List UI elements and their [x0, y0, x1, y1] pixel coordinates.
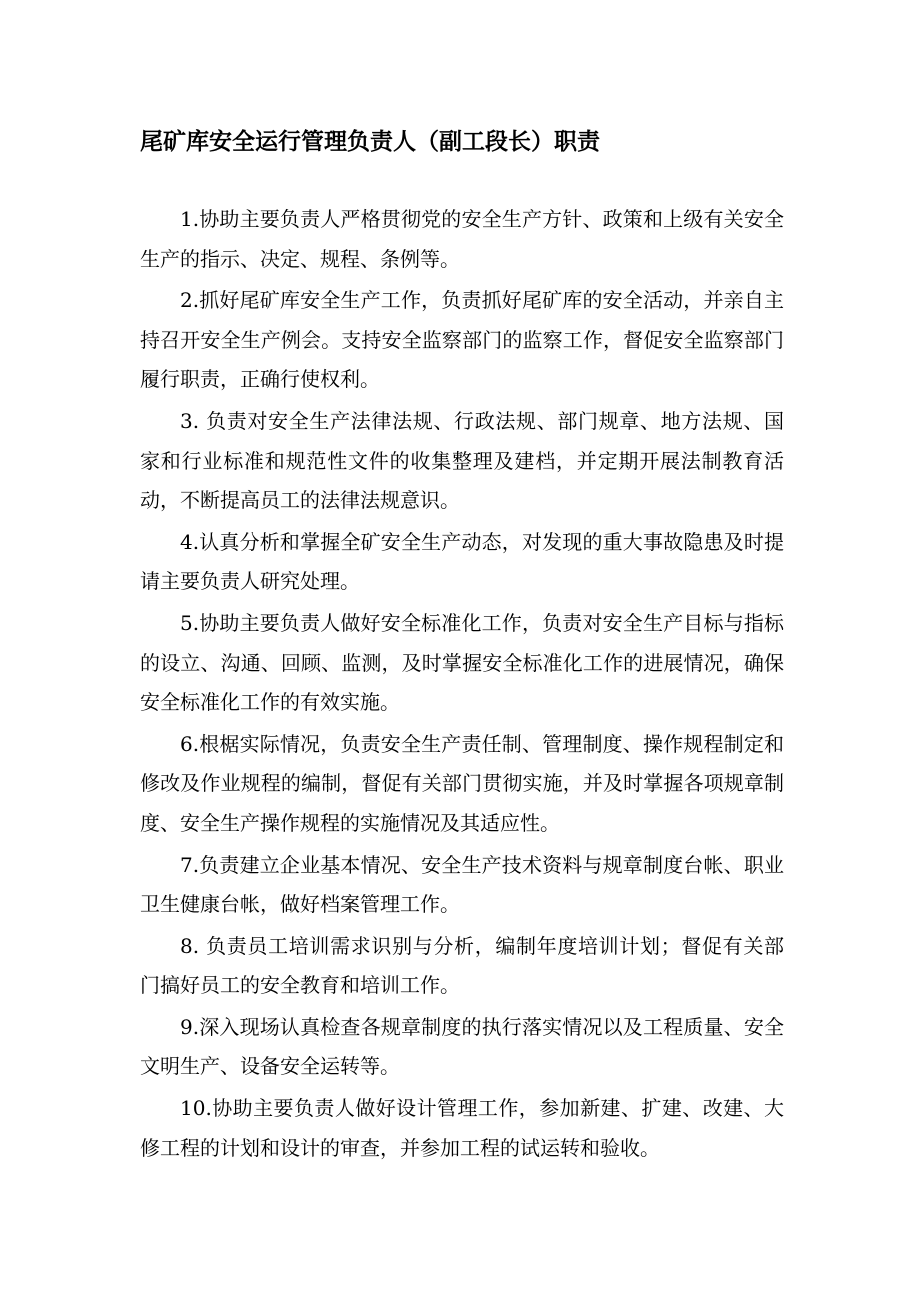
clause-3: 3. 负责对安全生产法律法规、行政法规、部门规章、地方法规、国家和行业标准和规范性文件的收集整理及建档，并定期开展法制教育活动，不断提高员工的法律法规意识。 — [140, 408, 784, 513]
clause-2: 2.抓好尾矿库安全生产工作，负责抓好尾矿库的安全活动，并亲自主持召开安全生产例会。支持安全监察部门的监察工作，督促安全监察部门履行职责，正确行使权利。 — [140, 288, 784, 392]
clause-9: 9.深入现场认真检查各规章制度的执行落实情况以及工程质量、安全文明生产、设备安全运转等。 — [140, 1014, 784, 1079]
clause-list — [140, 200, 784, 1168]
clause-10: 10.协助主要负责人做好设计管理工作，参加新建、扩建、改建、大修工程的计划和设计的审查，并参加工程的试运转和验收。 — [140, 1096, 784, 1160]
clause-8: 8. 负责员工培训需求识别与分析，编制年度培训计划；督促有关部门搞好员工的安全教育和培训工作。 — [140, 933, 784, 998]
clause-1: 1.协助主要负责人严格贯彻党的安全生产方针、政策和上级有关安全生产的指示、决定、规程、条例等。 — [140, 207, 784, 271]
clause-6: 6.根椐实际情况，负责安全生产责任制、管理制度、操作规程制定和修改及作业规程的编制，督促有关部门贯彻实施，并及时掌握各项规章制度、安全生产操作规程的实施情况及其适应性。 — [140, 731, 784, 835]
clause-7: 7.负责建立企业基本情况、安全生产技术资料与规章制度台帐、职业卫生健康台帐，做好档案管理工作。 — [140, 852, 784, 917]
document-title: 尾矿库安全运行管理负责人（副工段长）职责 — [140, 129, 600, 155]
clause-4: 4.认真分析和掌握全矿安全生产动态，对发现的重大事故隐患及时提请主要负责人研究处理。 — [140, 529, 784, 594]
clause-5: 5.协助主要负责人做好安全标准化工作，负责对安全生产目标与指标的设立、沟通、回顾、监测，及时掌握安全标准化工作的进展情况，确保安全标准化工作的有效实施。 — [140, 610, 784, 715]
